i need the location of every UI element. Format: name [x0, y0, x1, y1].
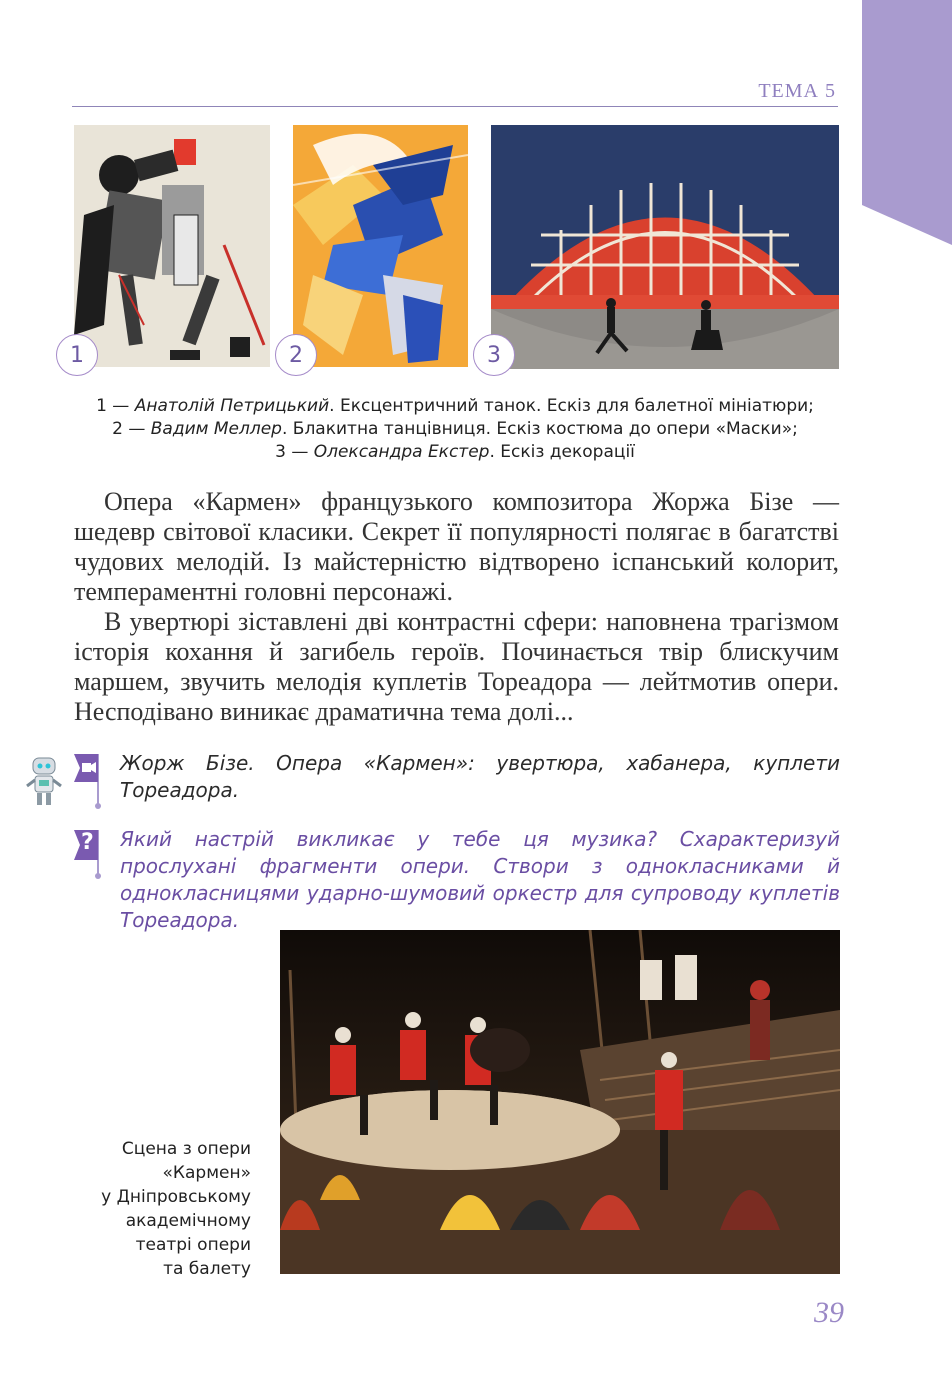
- caption-text: . Блакитна танцівниця. Ескіз костюма до опери «Маски»;: [281, 419, 798, 439]
- chapter-tab-notch: [862, 205, 952, 245]
- photo-caption-line: «Кармен»: [162, 1163, 251, 1183]
- caption-author: Олександра Екстер: [313, 442, 490, 462]
- caption-text: . Ескіз декорації: [489, 442, 635, 462]
- caption-prefix: 1 —: [96, 396, 135, 416]
- photo-caption-line: академічному: [125, 1211, 251, 1231]
- listen-text: Жорж Бізе. Опера «Кармен»: увертюра, хабанера, куплети Тореадора.: [120, 751, 840, 802]
- page-number: 39: [814, 1296, 844, 1329]
- sketch-eccentric-dance: [74, 125, 270, 367]
- photo-caption-line: та балету: [163, 1259, 251, 1279]
- question-mark: ?: [81, 830, 94, 855]
- sketch-stage-decoration: [491, 125, 839, 369]
- figure-badge-2: 2: [275, 334, 317, 376]
- question-text: Який настрій викликає у тебе ця музика? Схарактеризуй прослухані фрагменти опери. Створи з однокласниками й однокласницями ударно-шумовий оркестр для супроводу куплетів Тореадора.: [120, 827, 840, 932]
- photo-caption-line: театрі опери: [135, 1235, 251, 1255]
- sketch-blue-dancer: [293, 125, 468, 367]
- caption-author: Вадим Меллер: [150, 419, 282, 439]
- caption-line-3: [72, 441, 838, 464]
- video-flag-icon: [74, 752, 102, 810]
- paragraph-2: В увертюрі зіставлені дві контрастні сфери: наповнена трагізмом історія кохання й загибель героїв. Починається твір блискучим маршем, звучить мелодія куплетів Тореадора — лейтмотив опери. Несподівано виникає драматична тема долі...: [74, 607, 839, 726]
- photo-caption-line: у Дніпровському: [101, 1187, 251, 1207]
- figure-badge-3: 3: [473, 334, 515, 376]
- caption-text: . Ексцентричний танок. Ескіз для балетної мініатюри;: [329, 396, 814, 416]
- question-block: [74, 826, 844, 932]
- caption-prefix: 3 —: [275, 442, 314, 462]
- caption-prefix: 2 —: [112, 419, 151, 439]
- main-text: [74, 487, 839, 727]
- question-flag-icon: [74, 828, 102, 882]
- photo-caption-line: Сцена з опери: [121, 1139, 251, 1159]
- caption-line-1: [72, 395, 838, 418]
- listen-block: [24, 750, 844, 810]
- theme-label: ТЕМА 5: [758, 80, 836, 102]
- robot-icon: [24, 754, 64, 808]
- paragraph-1: Опера «Кармен» французького композитора Жоржа Бізе — шедевр світової класики. Секрет її популярності полягає в багатстві чудових мелодій. Із майстерністю відтворено іспанський колорит, темпераментні головні персонажі.: [74, 487, 839, 606]
- photo-caption: [86, 1137, 251, 1281]
- page-header: [72, 78, 838, 107]
- opera-stage-photo: [280, 930, 840, 1274]
- caption-line-2: [72, 418, 838, 441]
- figures-caption: [72, 395, 838, 464]
- figure-badge-1: 1: [56, 334, 98, 376]
- caption-author: Анатолій Петрицький: [134, 396, 330, 416]
